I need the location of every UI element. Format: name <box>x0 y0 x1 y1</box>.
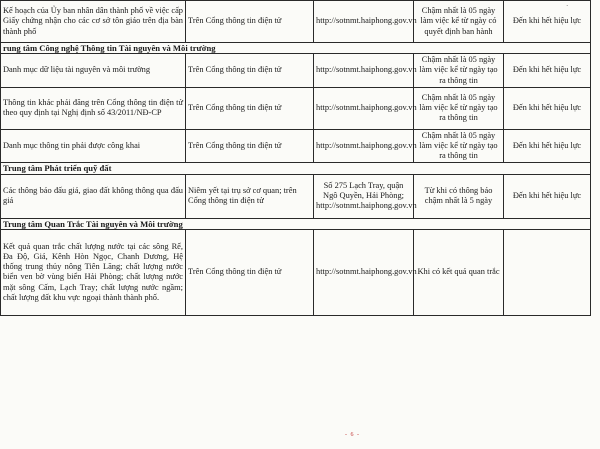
validity-cell: Đến khi hết hiệu lực <box>504 87 591 129</box>
method-cell: Trên Cổng thông tin điện tử <box>186 54 314 88</box>
address-cell: http://sotnmt.haiphong.gov.vn <box>314 1 414 43</box>
validity-cell: Đến khi hết hiệu lực <box>504 129 591 163</box>
time-cell: Chậm nhất là 05 ngày làm việc kể từ ngày tạo ra thông tin <box>414 87 504 129</box>
section-title: rung tâm Công nghệ Thông tin Tài nguyên và Môi trường <box>1 43 591 54</box>
time-cell: Khi có kết quả quan trắc <box>414 229 504 315</box>
method-cell: Trên Cổng thông tin điện tử <box>186 129 314 163</box>
method-cell: Niêm yết tại trụ sở cơ quan; trên Cổng thông tin điện tử <box>186 174 314 218</box>
address-cell: http://sotnmt.haiphong.gov.vn <box>314 54 414 88</box>
section-header <box>1 163 591 174</box>
address-cell: http://sotnmt.haiphong.gov.vn <box>314 129 414 163</box>
validity-cell: Đến khi hết hiệu lực <box>504 1 591 43</box>
table-row <box>1 1 591 43</box>
desc-cell: Kế hoạch của Ủy ban nhân dân thành phố về việc cấp Giấy chứng nhận cho các cơ sở tôn giáo trên địa bàn thành phố <box>1 1 186 43</box>
method-cell: Trên Cổng thông tin điện tử <box>186 87 314 129</box>
desc-cell: Danh mục thông tin phải được công khai <box>1 129 186 163</box>
desc-cell: Các thông báo đấu giá, giao đất không thông qua đấu giá <box>1 174 186 218</box>
section-header <box>1 43 591 54</box>
validity-cell <box>504 229 591 315</box>
validity-cell: Đến khi hết hiệu lực <box>504 174 591 218</box>
validity-cell: Đến khi hết hiệu lực <box>504 54 591 88</box>
table-row <box>1 54 591 88</box>
address-cell: http://sotnmt.haiphong.gov.vn <box>314 87 414 129</box>
time-cell: Chậm nhất là 05 ngày làm việc kể từ ngày có quyết định ban hành <box>414 1 504 43</box>
corner-mark: · <box>566 2 569 10</box>
section-header <box>1 218 591 229</box>
time-cell: Chậm nhất là 05 ngày làm việc kể từ ngày tạo ra thông tin <box>414 54 504 88</box>
method-cell: Trên Cổng thông tin điện tử <box>186 229 314 315</box>
section-title: Trung tâm Phát triển quỹ đất <box>1 163 591 174</box>
time-cell: Chậm nhất là 05 ngày làm việc kể từ ngày tạo ra thông tin <box>414 129 504 163</box>
page-number-mark: - 6 - <box>345 432 360 438</box>
table-row <box>1 229 591 315</box>
desc-cell: Danh mục dữ liệu tài nguyên và môi trường <box>1 54 186 88</box>
desc-cell: Thông tin khác phải đăng trên Cổng thông tin điện tử theo quy định tại Nghị định số 43/2011/NĐ-CP <box>1 87 186 129</box>
section-title: Trung tâm Quan Trắc Tài nguyên và Môi trường <box>1 218 591 229</box>
address-cell: Số 275 Lạch Tray, quận Ngô Quyền, Hải Phòng; http://sotnmt.haiphong.gov.vn <box>314 174 414 218</box>
desc-cell: Kết quả quan trắc chất lượng nước tại các sông Rế, Đa Độ, Giá, Kênh Hòn Ngọc, Chanh Dương, Hệ thống trung thủy nông Tiên Lãng; chất lượng nước biển ven bờ vùng biển Hải Phòng; chất lượng nước mặt sông Cấm, Lạch Tray; chất lượng nước ngầm; chất lượng đất khu vực ngoại thành thành phố. <box>1 229 186 315</box>
method-cell: Trên Cổng thông tin điện tử <box>186 1 314 43</box>
table-row <box>1 87 591 129</box>
table-row <box>1 129 591 163</box>
table-row <box>1 174 591 218</box>
time-cell: Từ khi có thông báo chậm nhất là 5 ngày <box>414 174 504 218</box>
address-cell: http://sotnmt.haiphong.gov.vn <box>314 229 414 315</box>
